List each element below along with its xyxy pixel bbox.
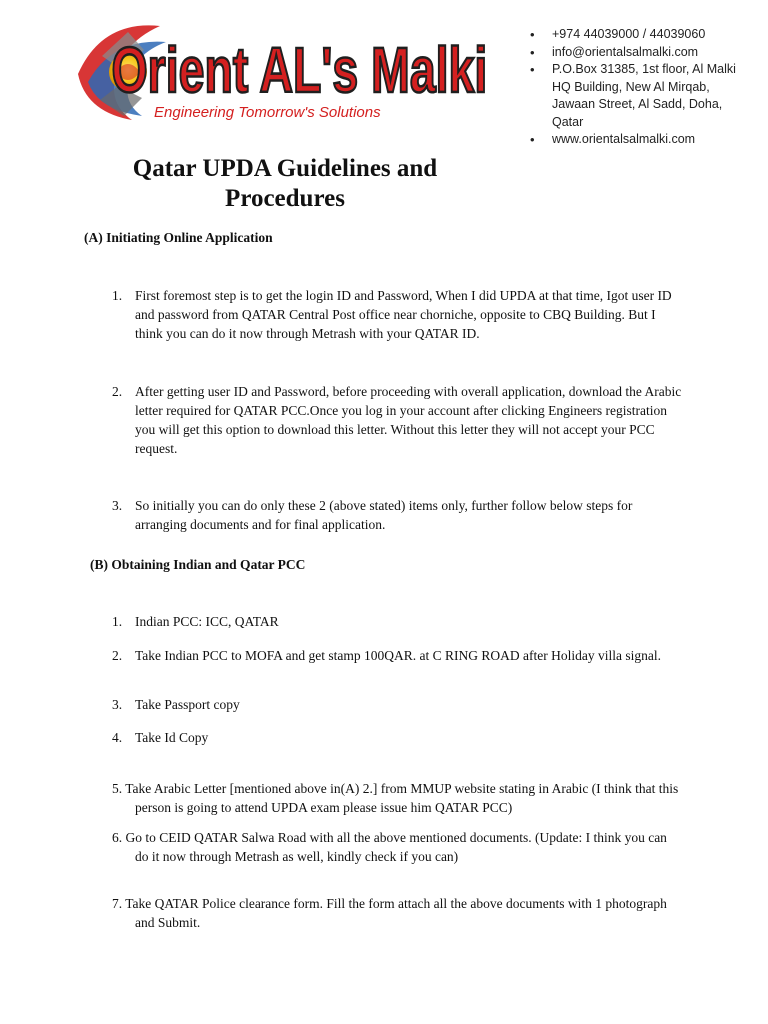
item-text: So initially you can do only these 2 (above stated) items only, further follow below steps for arranging documents and for final application.: [135, 498, 633, 532]
item-number: 2.: [112, 384, 123, 399]
section-a-item-3: [112, 496, 682, 534]
section-b-item-3: [112, 695, 682, 714]
logo-tagline: Engineering Tomorrow's Solutions: [154, 104, 381, 121]
item-text: Indian PCC: ICC, QATAR: [135, 614, 279, 629]
item-number: 3.: [112, 498, 123, 513]
section-b-item-2: [112, 646, 682, 665]
item-number: 3.: [112, 697, 123, 712]
logo-company-name: Orient AL's Malki: [111, 35, 488, 106]
item-text: 6. Go to CEID QATAR Salwa Road with all the above mentioned documents. (Update: I think you can do it now through Metrash as well, kindly check if you can): [112, 830, 667, 864]
item-text: Take Indian PCC to MOFA and get stamp 100QAR. at C RING ROAD after Holiday villa signal.: [135, 648, 661, 663]
item-text: After getting user ID and Password, before proceeding with overall application, download the Arabic letter required for QATAR PCC.Once you log in your account after clicking Engineers registration you will get this option to download this letter. Without this letter they will not accept your PCC request.: [135, 384, 682, 456]
section-a-heading: (A) Initiating Online Application: [84, 230, 273, 245]
item-number: 1.: [112, 288, 123, 303]
contact-list: [528, 26, 748, 149]
item-number: 2.: [112, 648, 123, 663]
contact-website: • www.orientalsalmalki.com: [528, 131, 748, 149]
contact-email: • info@orientalsalmalki.com: [528, 44, 748, 62]
page-title: Qatar UPDA Guidelines and Procedures: [132, 155, 438, 212]
section-b-item-5: [112, 779, 682, 817]
contact-phone: • +974 44039000 / 44039060: [528, 26, 748, 44]
item-text: Take Id Copy: [135, 730, 209, 745]
item-text: First foremost step is to get the login ID and Password, When I did UPDA at that time, Igot user ID and password from QATAR Central Post office near chorniche, opposite to CBQ Building. But I think you can do it now through Metrash with your QATAR ID.: [135, 288, 672, 341]
item-number: 1.: [112, 614, 123, 629]
logo-graphic: [72, 12, 488, 130]
section-b-item-7: [112, 894, 682, 932]
section-b-item-6: [112, 828, 682, 866]
item-text: Take Passport copy: [135, 697, 240, 712]
section-a-item-2: [112, 382, 682, 458]
section-b-item-1: [112, 612, 682, 631]
contact-address: • P.O.Box 31385, 1st floor, Al Malki HQ Building, New Al Mirqab, Jawaan Street, Al Sadd, Doha, Qatar: [528, 61, 748, 131]
item-text: 7. Take QATAR Police clearance form. Fill the form attach all the above documents with 1 photograph and Submit.: [112, 896, 667, 930]
section-a-item-1: [112, 286, 682, 343]
section-b-item-4: [112, 728, 682, 747]
item-text: 5. Take Arabic Letter [mentioned above in(A) 2.] from MMUP website stating in Arabic (I think that this person is going to attend UPDA exam please issue him QATAR PCC): [112, 781, 679, 815]
item-number: 4.: [112, 730, 123, 745]
section-b-heading: (B) Obtaining Indian and Qatar PCC: [90, 557, 306, 572]
company-logo: [72, 12, 488, 130]
